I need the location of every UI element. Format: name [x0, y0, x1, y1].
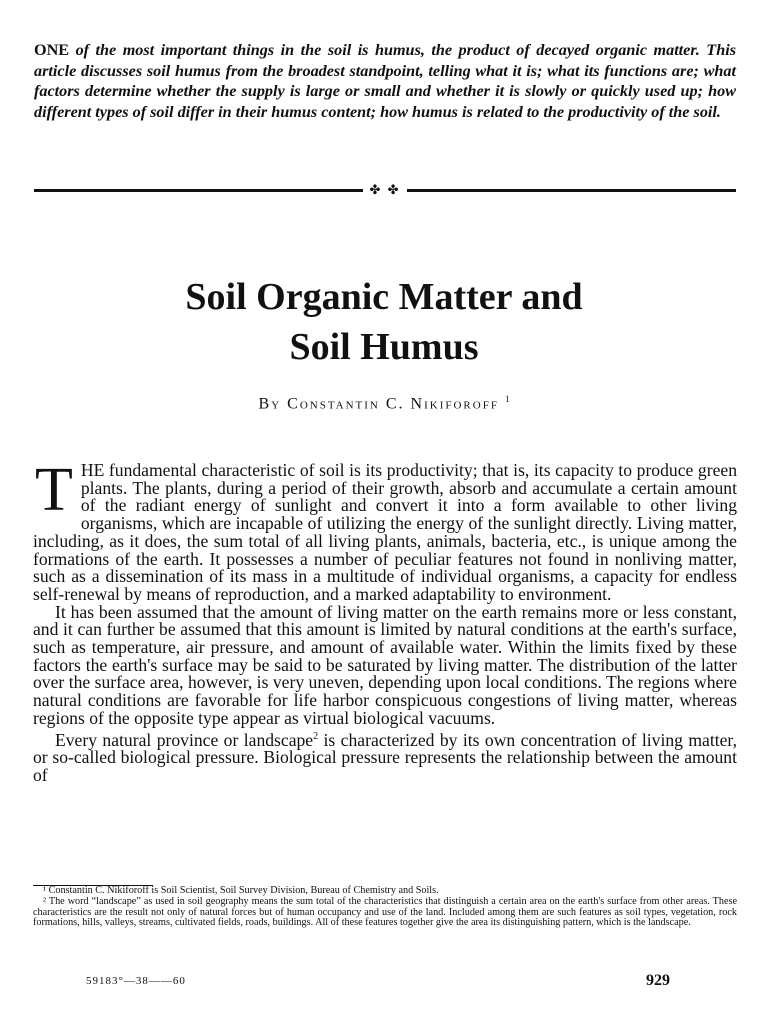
printer-code: 59183°—38——60: [86, 975, 186, 987]
paragraph-3-start: Every natural province or landscape: [55, 729, 314, 750]
paragraph-3-end: is characterized by its own concentration of living matter, or so-called biological pressure. Biological pressure represents the relationship between the amount of: [33, 729, 737, 785]
paragraph-1: [33, 456, 737, 604]
page-number: 929: [646, 972, 670, 989]
article-title: [0, 272, 768, 372]
section-divider: [34, 184, 736, 196]
footnote-ref-1: 1: [504, 394, 510, 404]
article-body: [33, 456, 737, 785]
footnotes: [33, 886, 737, 929]
divider-rule-right: [407, 189, 736, 192]
drop-cap: T: [35, 456, 73, 524]
footnote-ref-2: 2: [313, 730, 319, 742]
paragraph-2: It has been assumed that the amount of living matter on the earth remains more or less constant, and it can further be assumed that this amount is limited by natural conditions at the earth's surface, such as temperature, air pressure, and amount of available water. Within the limits fixed by these factors the earth's surface may be said to be saturated by living matter. The distribution of the latter over the surface area, however, is very uneven, depending upon local conditions. The regions where natural conditions are favorable for life harbor conspicuous congestions of living matter, whereas regions of the opposite type appear as virtual biological vacuums.: [33, 601, 737, 728]
author-byline: [0, 394, 768, 413]
summary-text: of the most important things in the soil is humus, the product of decayed organic matter. This article discusses soil humus from the broadest standpoint, telling what it is; what its functions are; what factors determine whether the supply is large or small and whether it is slowly or quickly used up; how different types of soil differ in their humus content; how humus is related to the productivity of the soil.: [34, 41, 736, 121]
footnote-1: ¹ Constantin C. Nikiforoff is Soil Scientist, Soil Survey Division, Bureau of Chemistry and Soils.: [43, 885, 439, 896]
ornament-icon: ✤ ✤: [369, 182, 401, 197]
summary-lead-word: ONE: [34, 41, 70, 59]
title-line-2: Soil Humus: [289, 326, 479, 368]
byline-text: By Constantin C. Nikiforoff: [258, 395, 499, 413]
footnote-2: ² The word “landscape” as used in soil geography means the sum total of the characteristics that distinguish a certain area on the earth's surface from other areas. These characteristics are the result not only of natural forces but of human occupancy and use of the land. Included among them are such features as soil types, vegetation, rock formations, hills, valleys, streams, cultivated fields, roads, buildings. All of these features together give the area its distinguishing pattern, which is the landscape.: [33, 895, 737, 929]
paragraph-1-text: HE fundamental characteristic of soil is its productivity; that is, its capacity to produce green plants. The plants, during a period of their growth, absorb and accumulate a certain amount of the radiant energy of sunlight and convert it into a form available to other living organisms, which are incapable of utilizing the energy of the sunlight directly. Living matter, including, as it does, the sum total of all living plants, animals, bacteria, etc., is unique among the formations of the earth. It possesses a number of peculiar features not found in nonliving matter, such as a dissemination of its mass in a multitude of individual organisms, a capacity for endless self-renewal by means of reproduction, and a marked adaptability to environment.: [33, 460, 737, 604]
paragraph-3: [33, 728, 737, 785]
article-summary: [34, 40, 736, 122]
divider-rule-left: [34, 189, 363, 192]
title-line-1: Soil Organic Matter and: [185, 276, 583, 318]
